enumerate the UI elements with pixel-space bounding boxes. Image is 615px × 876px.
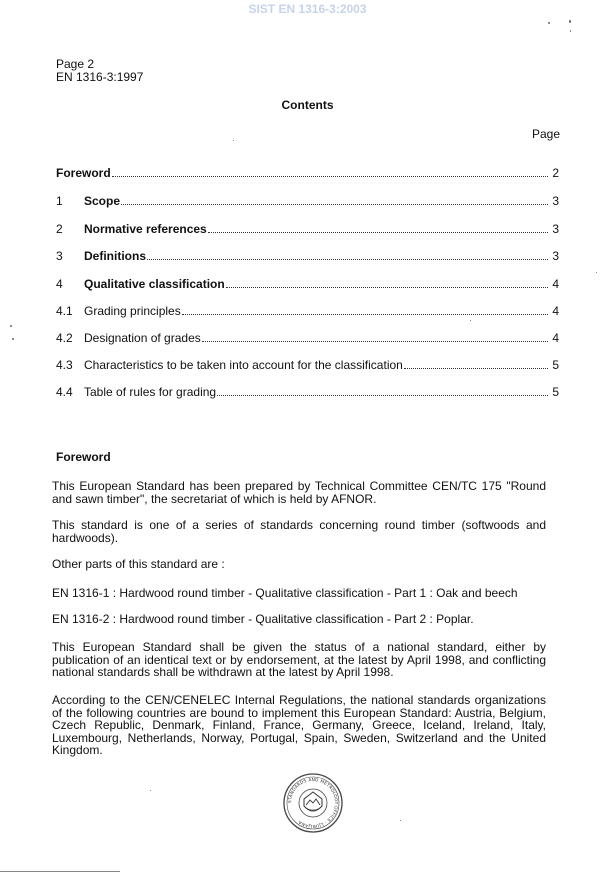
- toc-number: 4.2: [56, 331, 73, 345]
- toc-leader-dots: [182, 313, 548, 315]
- toc-title: Scope: [84, 194, 121, 208]
- toc-title: Designation of grades: [84, 331, 201, 345]
- toc-page: 3: [552, 222, 559, 236]
- toc-entry-grading-principles[interactable]: [56, 302, 559, 318]
- page-label: Page 2: [56, 57, 95, 71]
- toc-page: 2: [552, 166, 559, 180]
- svg-text:STANDARDS AND METROLOGY OFFICE: STANDARDS AND METROLOGY OFFICE · LJUBLJANA: [287, 777, 339, 829]
- toc-page: 4: [552, 277, 559, 291]
- toc-leader-dots: [121, 203, 548, 205]
- toc-leader-dots: [208, 231, 548, 233]
- toc-page: 5: [552, 385, 559, 399]
- watermark-header: SIST EN 1316-3:2003: [248, 2, 367, 16]
- toc-entry-qualitative-classification[interactable]: [56, 275, 559, 291]
- toc-number: 3: [56, 249, 63, 263]
- toc-title: Foreword: [56, 166, 111, 180]
- document-id: EN 1316-3:1997: [56, 70, 144, 84]
- toc-entry-table-of-rules[interactable]: [56, 383, 559, 399]
- toc-entry-foreword[interactable]: [56, 164, 559, 180]
- toc-leader-dots: [147, 258, 548, 260]
- toc-leader-dots: [202, 340, 548, 342]
- official-stamp-seal: [282, 772, 344, 834]
- foreword-paragraph: This standard is one of a series of standards concerning round timber (softwoods and hardwoods).: [52, 518, 546, 545]
- foreword-paragraph: EN 1316-1 : Hardwood round timber - Qualitative classification - Part 1 : Oak and beech: [52, 586, 518, 600]
- toc-number: 1: [56, 194, 63, 208]
- foreword-paragraph: EN 1316-2 : Hardwood round timber - Qualitative classification - Part 2 : Poplar.: [52, 612, 474, 626]
- foreword-paragraph: Other parts of this standard are :: [52, 557, 225, 571]
- toc-title: Characteristics to be taken into account for the classification: [84, 358, 403, 372]
- toc-number: 4.4: [56, 385, 73, 399]
- toc-number: 4.1: [56, 304, 73, 318]
- toc-number: 2: [56, 222, 63, 236]
- contents-title: Contents: [281, 98, 334, 112]
- page-column-label: Page: [532, 127, 561, 141]
- toc-page: 4: [552, 304, 559, 318]
- toc-number: 4: [56, 277, 63, 291]
- foreword-heading: Foreword: [56, 450, 111, 464]
- toc-leader-dots: [217, 394, 548, 396]
- toc-title: Table of rules for grading: [84, 385, 217, 399]
- toc-leader-dots: [112, 175, 548, 177]
- toc-entry-characteristics[interactable]: [56, 356, 559, 372]
- toc-page: 5: [552, 358, 559, 372]
- toc-entry-normative-references[interactable]: [56, 220, 559, 236]
- foreword-paragraph: This European Standard shall be given the status of a national standard, either by publication of an identical text or by endorsement, at the latest by April 1998, and conflicting national standards shall be withdrawn at the latest by April 1998.: [52, 640, 546, 679]
- toc-entry-designation-of-grades[interactable]: [56, 329, 559, 345]
- toc-entry-definitions[interactable]: [56, 247, 559, 263]
- toc-page: 3: [552, 194, 559, 208]
- toc-title: Grading principles: [84, 304, 181, 318]
- foreword-paragraph: This European Standard has been prepared by Technical Committee CEN/TC 175 "Round and sawn timber", the secretariat of which is held by AFNOR.: [52, 479, 546, 506]
- toc-title: Definitions: [84, 249, 146, 263]
- footer-rule: [0, 871, 120, 872]
- toc-page: 4: [552, 331, 559, 345]
- toc-title: Normative references: [84, 222, 207, 236]
- toc-leader-dots: [404, 367, 548, 369]
- foreword-paragraph: According to the CEN/CENELEC Internal Regulations, the national standards organizations of the following countries are bound to implement this European Standard: Austria, Belgium, Czech Republic, Denmark, Finland, France, Germany, Greece, Iceland, Ireland, Italy, Luxembourg, Netherlands, Norway, Portugal, Spain, Sweden, Switzerland and the United Kingdom.: [52, 693, 546, 757]
- toc-number: 4.3: [56, 358, 73, 372]
- toc-page: 3: [552, 249, 559, 263]
- toc-entry-scope[interactable]: [56, 192, 559, 208]
- toc-leader-dots: [226, 286, 548, 288]
- toc-title: Qualitative classification: [84, 277, 225, 291]
